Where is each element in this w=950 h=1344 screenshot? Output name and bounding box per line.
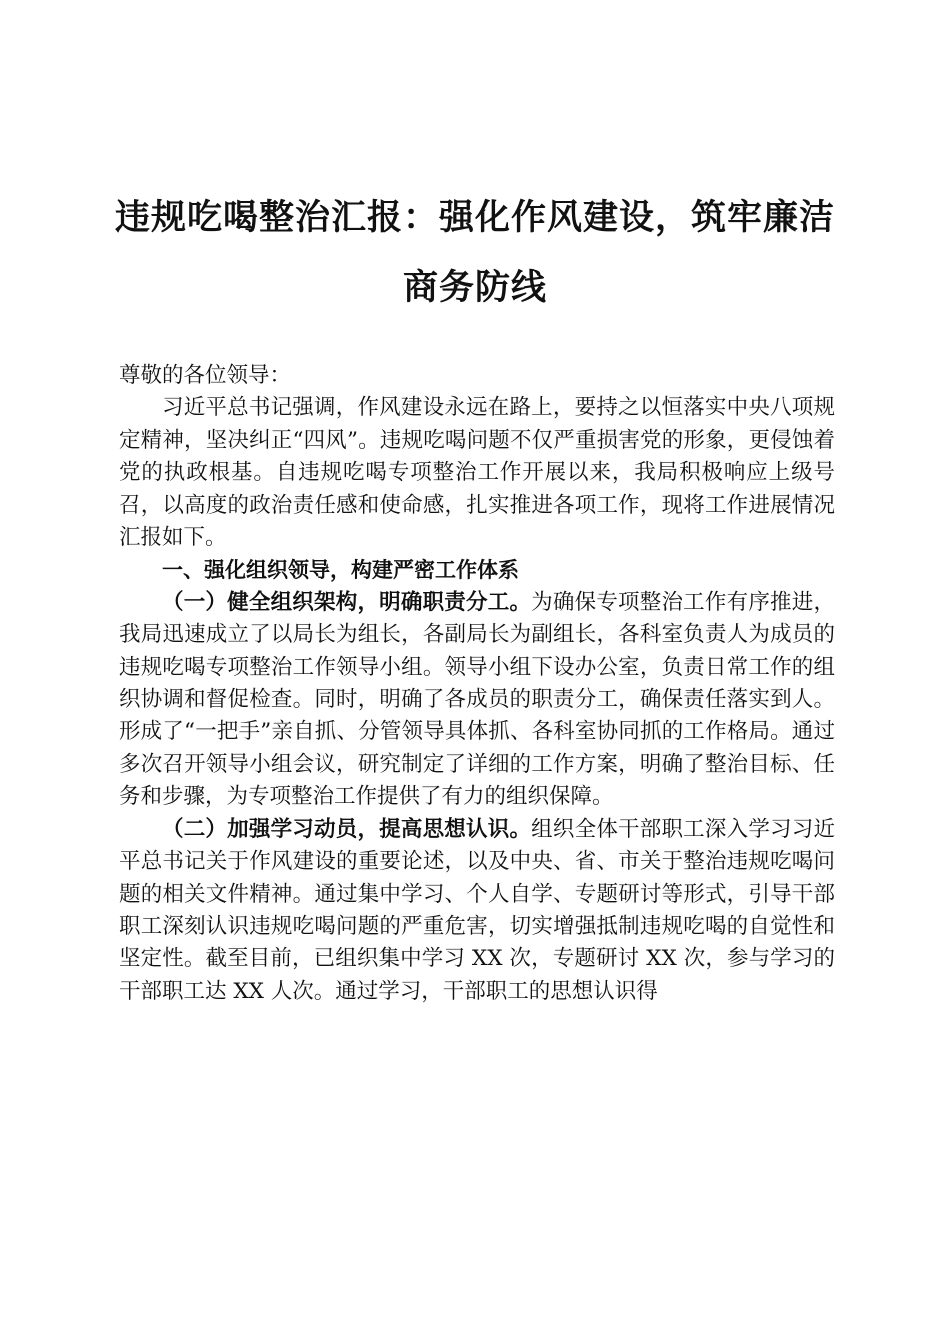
document-body (119, 360, 835, 1008)
subsection-2-lead: （二）加强学习动员，提高思想认识。 (162, 816, 532, 842)
salutation: 尊敬的各位领导： (119, 363, 292, 388)
document-title-line-1: 违规吃喝整治汇报：强化作风建设，筑牢廉洁 (114, 198, 835, 238)
intro-paragraph: 习近平总书记强调，作风建设永远在路上，要持之以恒落实中央八项规定精神，坚决纠正“四风”。违规吃喝问题不仅严重损害党的形象，更侵蚀着党的执政根基。自违规吃喝专项整治工作开展以来，我局积极响应上级号召，以高度的政治责任感和使命感，扎实推进各项工作，现将工作进展情况汇报如下。 (119, 395, 835, 551)
subsection-2-paragraph (119, 814, 835, 1008)
section-1-heading: 一、强化组织领导，构建严密工作体系 (162, 558, 519, 583)
document-title-line-2: 商务防线 (402, 268, 547, 308)
subsection-1-lead: （一）健全组织架构，明确职责分工。 (162, 589, 532, 615)
subsection-2-body: 组织全体干部职工深入学习习近平总书记关于作风建设的重要论述，以及中央、省、市关于整治违规吃喝问题的相关文件精神。通过集中学习、个人自学、专题研讨等形式，引导干部职工深刻认识违规吃喝问题的严重危害，切实增强抵制违规吃喝的自觉性和坚定性。截至目前，已组织集中学习 XX 次，专题研讨 XX 次，参与学习的干部职工达 XX 人次。通过学习，干部职工的思想认识得 (119, 816, 835, 1004)
subsection-1-body: 为确保专项整治工作有序推进，我局迅速成立了以局长为组长，各副局长为副组长，各科室负责人为成员的违规吃喝专项整治工作领导小组。领导小组下设办公室，负责日常工作的组织协调和督促检查。同时，明确了各成员的职责分工，确保责任落实到人。形成了“一把手”亲自抓、分管领导具体抓、各科室协同抓的工作格局。通过多次召开领导小组会议，研究制定了详细的工作方案，明确了整治目标、任务和步骤，为专项整治工作提供了有力的组织保障。 (119, 589, 835, 810)
subsection-1-paragraph (119, 587, 835, 814)
